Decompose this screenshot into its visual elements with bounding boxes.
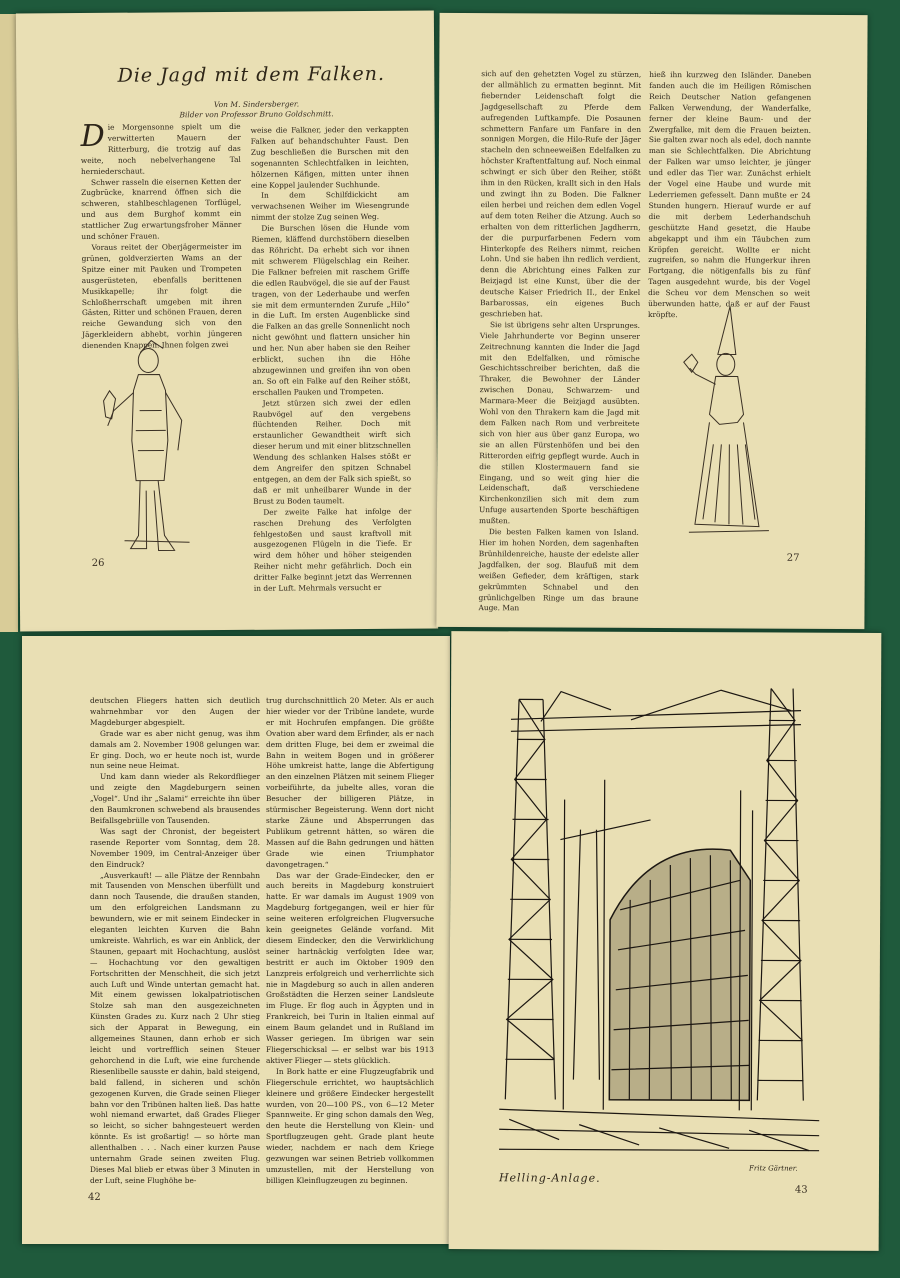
paragraph: Was sagt der Chronist, der begeistert rasende Reporter vom Sonntag, dem 28. November 1909, im Central-Anzeiger über den Eindruck?	[90, 826, 260, 869]
paragraph: trug durchschnittlich 20 Meter. Als er auch hier wieder vor der Tribüne landete, wurde er mit Hochrufen empfangen. Die größte Ovation aber ward dem Erfinder, als er nach dem dritten Fluge, bei dem er zweimal die Bahn in weitem Bogen und in größerer Höhe umkreist hatte, lange die Abfertigung an den einzelnen Plätzen mit seinem Flieger vorbeiführte, da jubelte alles, voran die Besucher der billigeren Plätze, in stürmischer Begeisterung. Wenn dort nicht starke Zäune und Absperrungen das Publikum getrennt hätten, so wären die Massen auf die Bahn gedrungen und hätten Grade wie einen Triumphator davongetragen.“	[266, 696, 434, 869]
column-2	[648, 70, 811, 321]
paragraph: Voraus reitet der Oberjägermeister im grünen, goldverzierten Wams an der Spitze einer mit Pauken und Trompeten ausgerüsteten, ebenfalls berittenen Musikkapelle; ihr folgt die Schloßherrschaft umgeben mit ihren Gästen, Ritter und schönen Frauen, deren reiche Gewandung sich von den Jägerkleidern abhebt, vorhin jüngeren dienenden Knappen. Ihnen folgen zwei	[81, 241, 243, 351]
page-43	[449, 631, 882, 1251]
page-26	[16, 11, 438, 632]
paragraph: Die Burschen lösen die Hunde vom Riemen, kläffend durchstöbern dieselben das Röhricht. Da erhebt sich vor ihnen mit schwerem Flügelschlag ein Reiher. Die Falkner befreien mit raschem Griffe die edlen Raubvögel, die sie auf der Faust tragen, von der Lederhaube und werfen sie mit dem ermunternden Zurufe „Hilo“ in die Luft. Im ersten Augenblicke sind die Falken an das grelle Sonnenlicht noch nicht gewöhnt und flattern unsicher hin und her. Nun aber haben sie den Reiher erblickt, suchen ihn die Höhe abzugewinnen und greifen ihn von oben an. So oft ein Falke auf den Reiher stößt, erschallen Pauken und Trompeten.	[251, 222, 411, 397]
paragraph: Grade war es aber nicht genug, was ihm damals am 2. November 1908 gelungen war. Er ging. Doch, wo er heute noch ist, wurde nun seine neue Heimat.	[90, 728, 260, 771]
paragraph: Sie ist übrigens sehr alten Ursprunges. Viele Jahrhunderte vor Beginn unserer Zeitrechnung kannten die Inder die Jagd mit den Edelfalken, und römische Geschichtsschreiber berichten, daß die Thraker, die Bewohner der Länder zwischen Donau, Schwarzem- und Marmara-Meer die Beizjagd ausübten. Wohl von den Thrakern kam die Jagd mit dem Falken nach Rom und verbreitete sich von hier aus über ganz Europa, wo sie an allen Fürstenhöfen und bei den Ritterorden eifrig gepflegt wurde. Auch in die stillen Klostermauern fand sie Eingang, und so weit ging hier die Leidenschaft, daß verschiedene Kirchenkonzilien sich mit dem zum Unfuge ausartenden Sporte beschäftigen mußten.	[478, 319, 641, 526]
column-1	[80, 118, 243, 352]
paragraph: deutschen Fliegers hatten sich deutlich wahrnehmbar vor den Augen der Magdeburger abgespielt.	[90, 696, 260, 727]
shipyard-slipway-illustration	[499, 679, 821, 1173]
illustration-caption: Helling-Anlage.	[498, 1171, 601, 1185]
page-number: 43	[794, 1184, 808, 1196]
column-2	[251, 125, 412, 595]
illustrator-byline: Bilder von Professor Bruno Goldschmitt.	[179, 109, 334, 120]
lady-with-falcon-illustration	[659, 304, 790, 545]
paragraph: Schwer rasseln die eisernen Ketten der Zugbrücke, knarrend öffnen sich die schweren, stahlbeschlagenen Torflügel, und aus dem Burghof kommt ein stattlicher Zug erwartungsfroher Männer und schöner Frauen.	[81, 176, 242, 242]
paragraph: In Bork hatte er eine Flugzeugfabrik und Fliegerschule errichtet, wo hauptsächlich kleinere und größere Eindecker hergestellt wurden, von 20—100 PS., von 6—12 Meter Spannweite. Er ging schon damals den Weg, den heute die Herstellung von Klein- und Sportflugzeugen geht. Grade plant heute wieder, nachdem er nach dem Kriege gezwungen war seinen Betrieb vollkommen umzustellen, mit der Herstellung von billigen Kleinflugzeugen zu beginnen.	[266, 1066, 434, 1185]
column-1	[90, 696, 260, 1216]
falconer-illustration	[93, 330, 205, 561]
column-2	[266, 696, 434, 1216]
column-1	[478, 69, 642, 613]
article-title: Die Jagd mit dem Falken.	[117, 62, 386, 87]
page-number: 27	[786, 552, 800, 564]
paragraph: Die besten Falken kamen von Island. Hier im hohen Norden, dem sagenhaften Brünhildenreiche, hauste der edelste aller Jagdfalken, der sog. Blaufuß mit dem weißen Gefieder, dem kräftigen, stark gekrümmten Schnabel und den grünlichgelben Ringe um das braune Auge. Man	[478, 527, 639, 613]
paragraph: Jetzt stürzen sich zwei der edlen Raubvögel auf den vergebens flüchtenden Reiher. Doch mit erstaunlicher Gewandtheit wirft sich dieser herum und mit einer blitzschnellen Wendung des schlanken Halses stößt er dem Angreifer den spitzen Schnabel entgegen, an dem der Falk sich spießt, so daß er mit unheilbarer Wunde in der Brust zu Boden taumelt.	[252, 397, 412, 506]
page-number: 26	[91, 557, 105, 569]
paragraph: ie Morgensonne spielt um die verwitterten Mauern der Ritterburg, die trotzig auf das weite, noch nebelverhangene Tal herniederschaut.	[80, 121, 241, 176]
paragraph: weise die Falkner, jeder den verkappten Falken auf behandschuhter Faust. Den Zug beschließen die Burschen mit den sogenannten Schlechtfalken in leichten, hölzernen Käfigen, mitten unter ihnen eine Koppel jaulender Suchhunde.	[250, 124, 410, 190]
drop-cap: D	[80, 118, 105, 155]
paragraph: In dem Schilfdickicht am verwachsenen Weiher im Wiesengrunde nimmt der stolze Zug seinen Weg.	[251, 190, 410, 223]
paragraph: Und kam dann wieder als Rekordflieger und zeigte den Magdeburgern seinen „Vogel“. Und ihr „Salami“ erreichte ihn über den Baumkronen schwebend als brausendes Beifallsgebrülle von Tausenden.	[90, 772, 260, 825]
page-27	[436, 13, 867, 629]
artist-signature: Fritz Gärtner.	[748, 1164, 798, 1173]
page-42	[22, 636, 450, 1244]
paragraph: sich auf den gehetzten Vogel zu stürzen, der allmählich zu ermatten beginnt. Mit fiebernder Leidenschaft folgt die Jagdgesellschaft zu Pferde dem aufregenden Luftkampfe. Die Posaunen schmettern Fanfare um Fanfare in den sonnigen Morgen, die Hilo-Rufe der Jäger stacheln den schneeweißen Edelfalken zu höchster Kraftentfaltung auf. Noch einmal schwingt er sich über den Reiher, stößt ihm in den Rücken, krallt sich in den Hals und zwingt ihn zu Boden. Die Falkner eilen herbei und reichen dem edlen Vogel auf dem toten Reiher die Atzung. Auch so erhalten von dem ritterlichen Jagdherrn, der die purpurfarbenen Federn vom Hinterkopfe des Reihers nimmt, reichen Lohn. Und sie haben ihn redlich verdient, denn die Abrichtung eines Falken zur Beizjagd ist eine Kunst, über die der deutsche Kaiser Friedrich II., der Enkel Barbarossas, ein eigenes Buch geschrieben hat.	[480, 69, 642, 319]
paragraph: Das war der Grade-Eindecker, den er auch bereits in Magdeburg konstruiert hatte. Er war damals im August 1909 von Magdeburg fortgegangen, weil er hier für seine weiteren erfolgreichen Flugversuche kein geeignetes Gelände vorfand. Mit diesem Eindecker, den die Verwirklichung seiner hartnäckig verfolgten Idee war, bestritt er auch im Oktober 1909 den Lanzpreis erfolgreich und verherrlichte sich nie in Magdeburg so auch in allen anderen Großstädten die Herzen seiner Landsleute im Fluge. Er flog auch in Ägypten und in Frankreich, bei Turin in Italien einmal auf einem Baum gelandet und in Rußland im Wasser geriegen. Im übrigen war sein Fliegerschicksal — er selbst war bis 1913 aktiver Flieger — stets glücklich.	[266, 870, 434, 1065]
paragraph: hieß ihn kurzweg den Isländer. Daneben fanden auch die im Heiligen Römischen Reich Deutscher Nation gefangenen Falken Verwendung, der Wanderfalke, ferner der kleine Baum- und der Zwergfalke, mit dem die Frauen beizten. Sie galten zwar noch als edel, doch nannte man sie Schlechtfalken. Die Abrichtung der Falken war umso leichter, je jünger und edler das Tier war. Zunächst erhielt der Vogel eine Haube und wurde mit Lederriemen gefesselt. Dann mußte er 24 Stunden hungern. Hierauf wurde er auf die mit derbem Lederhandschuh geschützte Hand gesetzt, die Haube abgekappt und ihm ein Täubchen zum Kröpfen gereicht. Wollte er nicht zugreifen, so nahm die Hungerkur ihren Fortgang, die nötigenfalls bis zu fünf Tagen ausgedehnt wurde, bis der Vogel die Scheu vor dem Menschen so weit überwunden hatte, daß er auf der Faust kröpfte.	[648, 69, 812, 320]
page-number: 42	[88, 1192, 101, 1203]
underlying-page-edge	[0, 14, 18, 632]
paragraph: „Ausverkauft! — alle Plätze der Rennbahn mit Tausenden von Menschen überfüllt und dann noch Tausende, die draußen standen, um den erfolgreichen Landsmann zu bewundern, wie er mit seinem Eindecker in eleganten leichten Kurven die Bahn umkreiste. Wahrlich, es war ein Anblick, der Staunen, gepaart mit Hochachtung, auslöst — Hochachtung vor den gewaltigen Fortschritten der Menschheit, die sich jetzt auch Luft und Winde untertan gemacht hat. Mit einem gewissen lokalpatriotischen Stolze sah man den ausgezeichneten Künsten Grades zu. Kurz nach 2 Uhr stieg sich der Apparat in Bewegung, ein allgemeines Staunen, dann erhob er sich leicht und vortrefflich seinen Steuer gehorchend in die Luft, wie eine furchende Riesenlibelle sausste er dahin, bald steigend, bald fallend, in sicheren und schön gezogenen Kurven, die Grade seinen Flieger bahn vor den Tribünen halten ließ. Das hatte wohl niemand erwartet, daß Grades Flieger so leicht, so sicher bahngesteuert werden könnte. Es ist großartig! — so hörte man allenthalben . . . Nach einer kurzen Pause unternahm Grade seinen zweiten Flug. Dieses Mal blieb er etwas über 3 Minuten in der Luft, seine Flughöhe be-	[90, 870, 260, 1185]
paragraph: Der zweite Falke hat infolge der raschen Drehung des Verfolgten fehlgestoßen und saust kraftvoll mit ausgezogenen Flügeln in die Tiefe. Er wird dem höher und höher steigenden Reiher nicht mehr gefährlich. Doch ein dritter Falke beginnt jetzt das Werrennen in der Luft. Mehrmals versucht er	[253, 506, 412, 593]
author-byline: Von M. Sindersberger.	[213, 99, 300, 110]
